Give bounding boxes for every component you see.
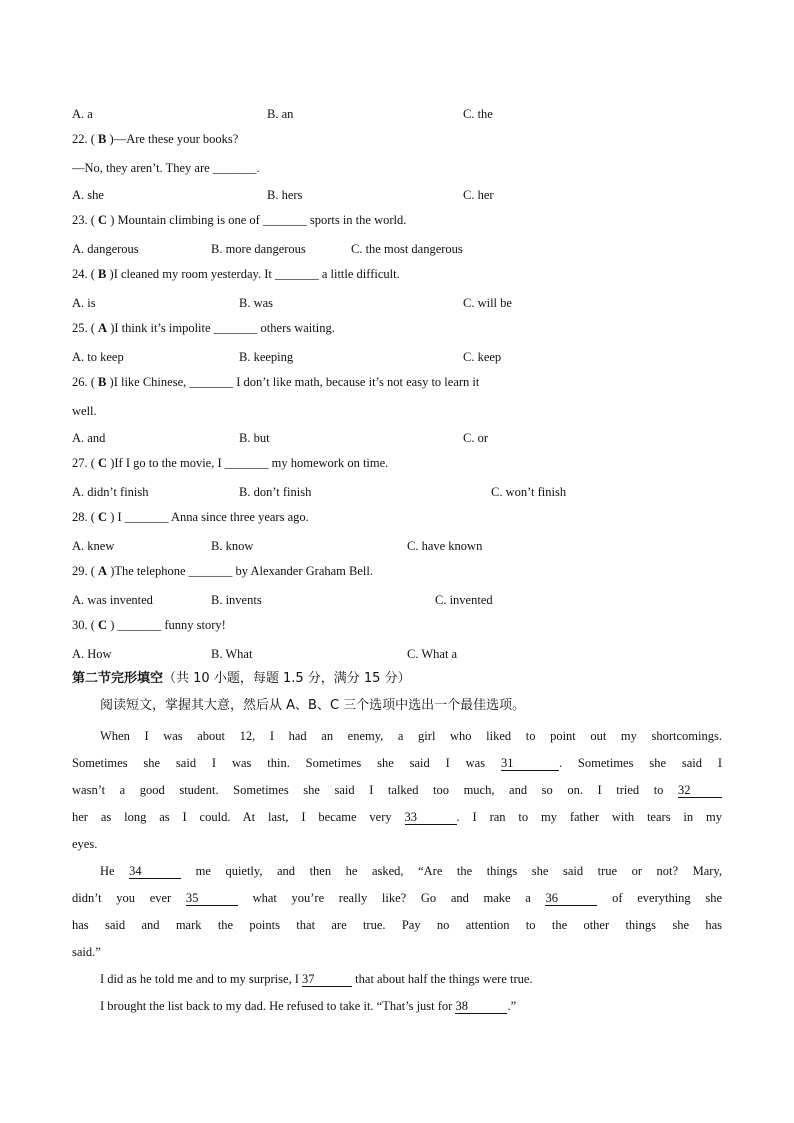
- passage-line: said.”: [72, 945, 101, 959]
- q24-option-a: A. is: [72, 296, 96, 310]
- q23-option-b: B. more dangerous: [211, 242, 306, 256]
- question-23: 23. ( C ) Mountain climbing is one of _______ sports in the world.: [72, 213, 407, 227]
- q26-option-a: A. and: [72, 431, 106, 445]
- question-26: 26. ( B )I like Chinese, _______ I don’t like math, because it’s not easy to learn it: [72, 375, 480, 389]
- answer-30: C: [98, 618, 108, 632]
- section-title: 第二节完形填空: [72, 671, 164, 686]
- q25-option-c: C. keep: [463, 350, 502, 364]
- blank-36: 36: [545, 892, 597, 906]
- passage-line: eyes.: [72, 837, 98, 851]
- q28-option-b: B. know: [211, 539, 254, 553]
- q21-option-a: A. a: [72, 107, 93, 121]
- question-22: 22. ( B )—Are these your books?: [72, 132, 239, 146]
- answer-25: A: [98, 321, 108, 335]
- q21-option-c: C. the: [463, 107, 493, 121]
- blank-33: 33: [405, 811, 457, 825]
- passage-line: When I was about 12, I had an enemy, a girl who liked to point out my shortcomings.: [100, 729, 722, 743]
- blank-34: 34: [129, 865, 181, 879]
- q29-option-a: A. was invented: [72, 593, 153, 607]
- q24-option-c: C. will be: [463, 296, 512, 310]
- passage-line: He 34 me quietly, and then he asked, “Are the things she said true or not? Mary,: [100, 864, 722, 878]
- passage-line: her as long as I could. At last, I became very 33 . I ran to my father with tears in my: [72, 810, 723, 824]
- q28-option-a: A. knew: [72, 539, 115, 553]
- q24-option-b: B. was: [239, 296, 274, 310]
- q30-option-a: A. How: [72, 647, 112, 661]
- passage-line: I brought the list back to my dad. He refused to take it. “That’s just for 38 .”: [100, 999, 517, 1013]
- blank-31: 31: [501, 757, 559, 771]
- q22-option-a: A. she: [72, 188, 104, 202]
- blank-37: 37: [302, 973, 352, 987]
- question-28: 28. ( C ) I _______ Anna since three years ago.: [72, 510, 309, 524]
- passage-line: has said and mark the points that are true. Pay no attention to the other things she has: [72, 918, 722, 932]
- q22-option-c: C. her: [463, 188, 494, 202]
- passage-line: I did as he told me and to my surprise, I 37 that about half the things were true.: [100, 972, 533, 986]
- q27-option-a: A. didn’t finish: [72, 485, 149, 499]
- answer-26: B: [98, 375, 107, 389]
- blank-32: 32: [678, 784, 722, 798]
- passage-line: Sometimes she said I was thin. Sometimes she said I was 31 . Sometimes she said I: [72, 756, 723, 770]
- q28-option-c: C. have known: [407, 539, 483, 553]
- q30-option-b: B. What: [211, 647, 253, 661]
- passage-line: wasn’t a good student. Sometimes she said I talked too much, and so on. I tried to 32: [72, 782, 722, 798]
- q23-option-c: C. the most dangerous: [351, 242, 463, 256]
- question-24: 24. ( B )I cleaned my room yesterday. It _______ a little difficult.: [72, 267, 400, 281]
- question-30: 30. ( C ) _______ funny story!: [72, 618, 226, 632]
- answer-27: C: [98, 456, 108, 470]
- q25-option-b: B. keeping: [239, 350, 294, 364]
- question-22-reply: —No, they aren’t. They are _______.: [72, 161, 260, 175]
- q27-option-b: B. don’t finish: [239, 485, 312, 499]
- q29-option-b: B. invents: [211, 593, 262, 607]
- answer-28: C: [98, 510, 108, 524]
- section-note: （共 10 小题，每题 1.5 分，满分 15 分）: [163, 671, 411, 686]
- q22-option-b: B. hers: [267, 188, 303, 202]
- blank-35: 35: [186, 892, 238, 906]
- question-25: 25. ( A )I think it’s impolite _______ others waiting.: [72, 321, 335, 335]
- q27-option-c: C. won’t finish: [491, 485, 567, 499]
- q26-option-b: B. but: [239, 431, 270, 445]
- q26-option-c: C. or: [463, 431, 488, 445]
- answer-22: B: [98, 132, 107, 146]
- answer-23: C: [98, 213, 108, 227]
- q29-option-c: C. invented: [435, 593, 493, 607]
- q21-option-b: B. an: [267, 107, 294, 121]
- question-26-cont: well.: [72, 404, 97, 418]
- q23-option-a: A. dangerous: [72, 242, 139, 256]
- q25-option-a: A. to keep: [72, 350, 124, 364]
- answer-29: A: [98, 564, 108, 578]
- question-29: 29. ( A )The telephone _______ by Alexander Graham Bell.: [72, 564, 373, 578]
- section-heading: [72, 671, 411, 687]
- section-instruction: 阅读短文，掌握其大意，然后从 A、B、C 三个选项中选出一个最佳选项。: [100, 698, 526, 713]
- passage-line: didn’t you ever 35 what you’re really like? Go and make a 36 of everything she: [72, 891, 723, 905]
- answer-24: B: [98, 267, 107, 281]
- question-27: 27. ( C )If I go to the movie, I _______ my homework on time.: [72, 456, 389, 470]
- q30-option-c: C. What a: [407, 647, 458, 661]
- blank-38: 38: [455, 1000, 507, 1014]
